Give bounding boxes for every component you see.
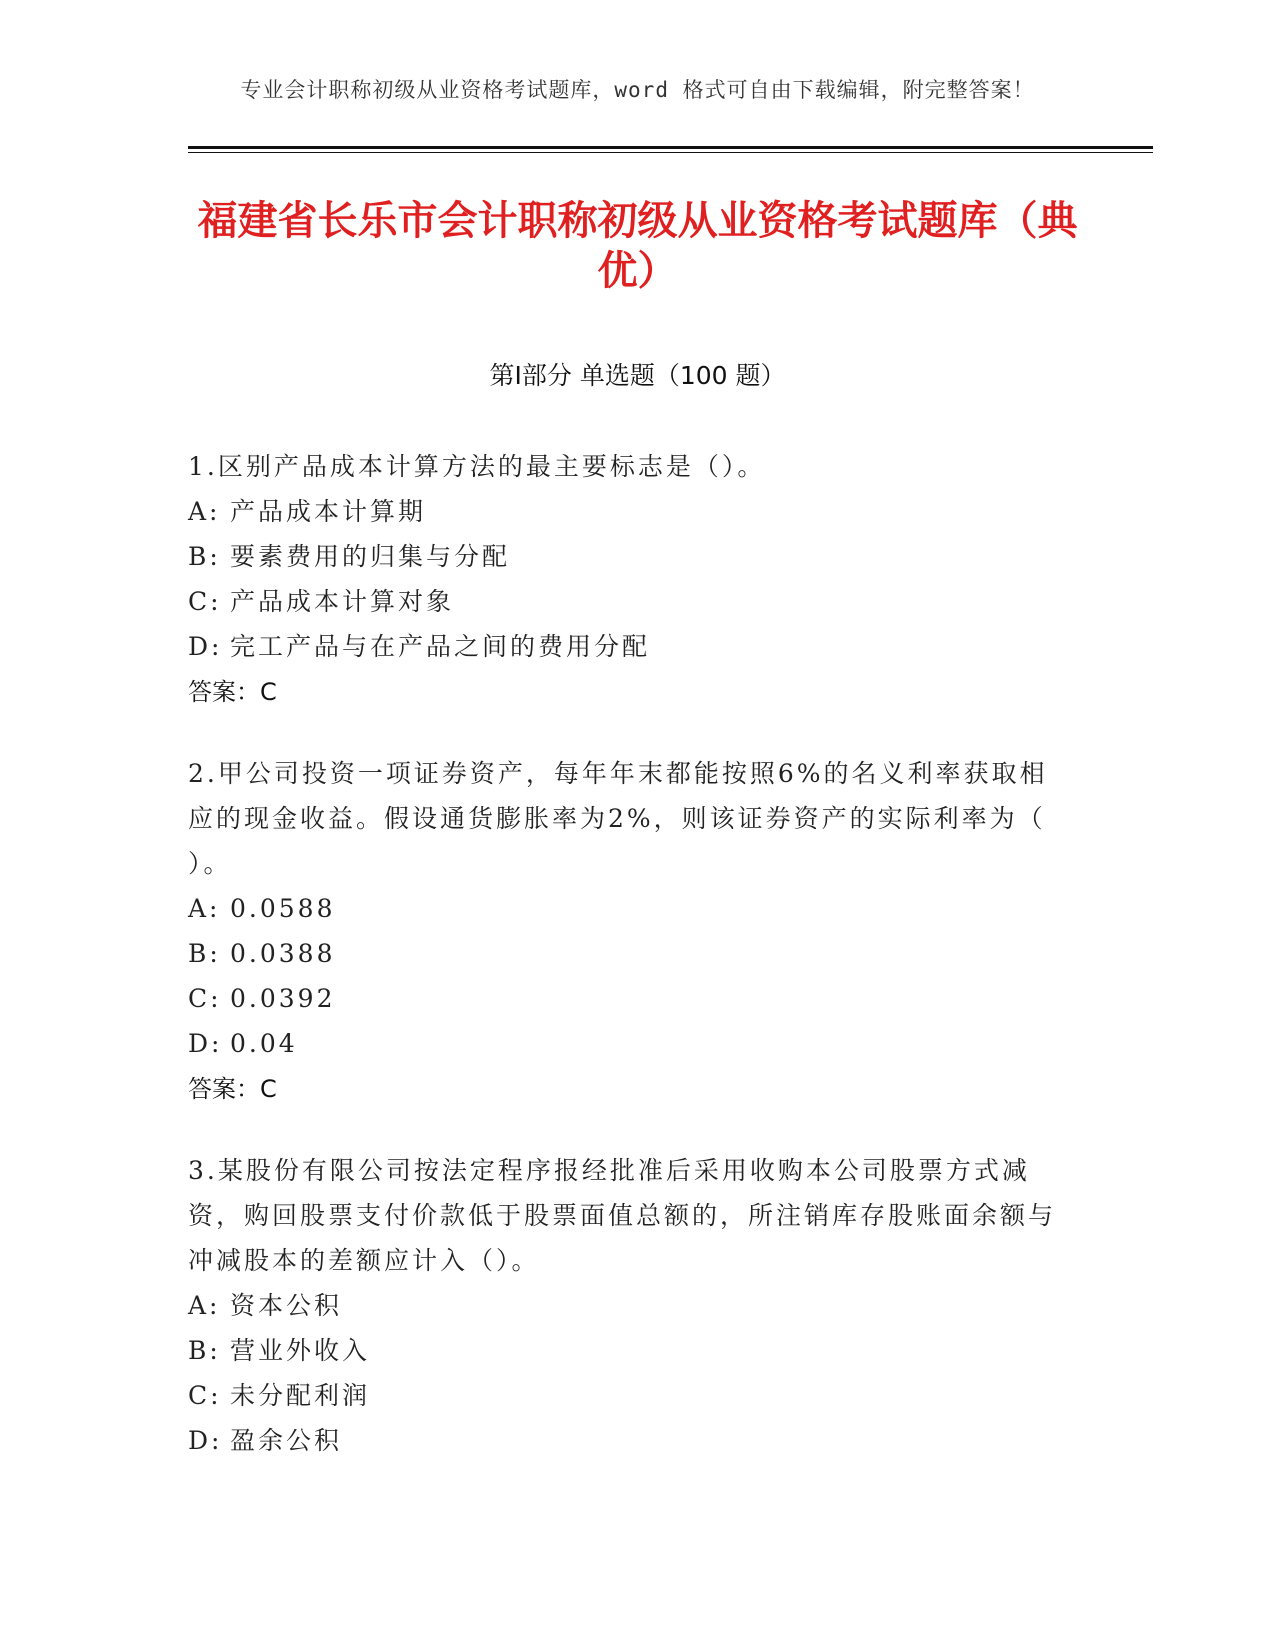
option-key: C: <box>188 1381 222 1410</box>
option-text: 盈余公积 <box>230 1426 343 1455</box>
option-key: C: <box>188 587 222 616</box>
option-d <box>188 1021 1068 1066</box>
option-text: 要素费用的归集与分配 <box>230 542 511 571</box>
option-key: A: <box>188 497 221 526</box>
question-list <box>188 444 1068 1499</box>
option-text: 产品成本计算对象 <box>230 587 455 616</box>
option-text: 0.0588 <box>230 894 336 923</box>
option-key: A: <box>188 894 221 923</box>
option-text: 营业外收入 <box>230 1336 371 1365</box>
option-a <box>188 489 1068 534</box>
option-key: D: <box>188 632 223 661</box>
option-key: B: <box>188 542 221 571</box>
section-title: 第Ⅰ部分 单选题（100 题） <box>489 361 786 390</box>
option-c <box>188 1373 1068 1418</box>
option-d <box>188 1418 1068 1463</box>
option-a <box>188 886 1068 931</box>
question-stem: 2.甲公司投资一项证券资产，每年年末都能按照6%的名义利率获取相应的现金收益。假设通货膨胀率为2%，则该证券资产的实际利率为（ ）。 <box>188 759 1048 878</box>
question-3 <box>188 1148 1068 1463</box>
option-key: B: <box>188 939 221 968</box>
question-1 <box>188 444 1068 715</box>
option-text: 完工产品与在产品之间的费用分配 <box>230 632 651 661</box>
header-note: 专业会计职称初级从业资格考试题库，word 格式可自由下载编辑，附完整答案！ <box>240 78 1035 102</box>
option-text: 产品成本计算期 <box>230 497 427 526</box>
option-text: 0.0388 <box>230 939 336 968</box>
option-text: 未分配利润 <box>230 1381 371 1410</box>
option-a <box>188 1283 1068 1328</box>
option-key: A: <box>188 1291 221 1320</box>
option-key: D: <box>188 1426 223 1455</box>
option-b <box>188 534 1068 579</box>
question-2 <box>188 751 1068 1112</box>
header-rule-thick <box>188 146 1153 149</box>
option-c <box>188 579 1068 624</box>
option-key: C: <box>188 984 222 1013</box>
answer-line: 答案：C <box>188 678 277 706</box>
option-d <box>188 624 1068 669</box>
option-key: B: <box>188 1336 221 1365</box>
document-title: 福建省长乐市会计职称初级从业资格考试题库（典优） <box>197 198 1078 294</box>
option-c <box>188 976 1068 1021</box>
question-stem: 1.区别产品成本计算方法的最主要标志是（）。 <box>188 452 766 481</box>
option-text: 资本公积 <box>230 1291 343 1320</box>
option-text: 0.04 <box>230 1029 298 1058</box>
option-text: 0.0392 <box>230 984 336 1013</box>
option-b <box>188 931 1068 976</box>
answer-line: 答案：C <box>188 1075 277 1103</box>
option-b <box>188 1328 1068 1373</box>
question-stem: 3.某股份有限公司按法定程序报经批准后采用收购本公司股票方式减资，购回股票支付价款低于股票面值总额的，所注销库存股账面余额与冲减股本的差额应计入（）。 <box>188 1156 1057 1275</box>
header-rule-thin <box>188 152 1153 153</box>
option-key: D: <box>188 1029 223 1058</box>
